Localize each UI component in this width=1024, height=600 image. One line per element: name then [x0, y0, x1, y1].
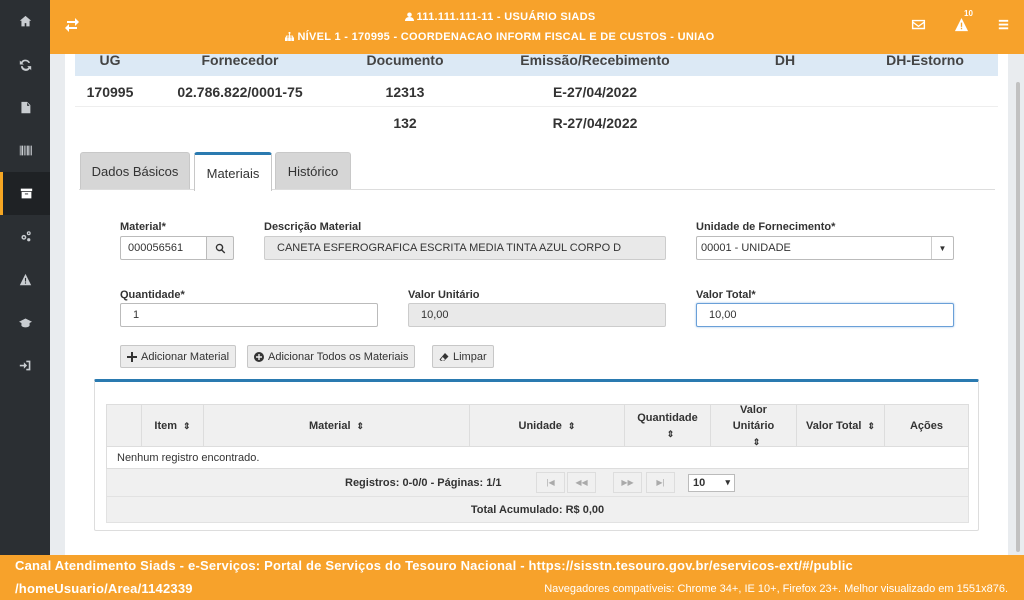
unidade-value: 00001 - UNIDADE: [701, 242, 791, 254]
select-column: [107, 405, 142, 446]
col-documento: Documento: [366, 52, 444, 68]
row-documento: 12313: [385, 84, 425, 100]
sort-icon: ⇕: [666, 428, 675, 439]
alert-count: 10: [964, 9, 973, 18]
user-text: 111.111.111-11 - USUÁRIO SIADS: [416, 11, 596, 23]
barcode-icon[interactable]: [0, 129, 50, 172]
next-page-button[interactable]: ▶▶: [613, 472, 642, 493]
sort-icon: ⇕: [567, 420, 576, 431]
add-material-button[interactable]: [120, 345, 236, 368]
level-info: [50, 31, 950, 43]
document-icon[interactable]: [0, 86, 50, 129]
sitemap-icon: [285, 32, 294, 41]
document-row: [75, 107, 998, 138]
col-quantidade[interactable]: [625, 405, 711, 446]
sidebar: [0, 0, 50, 555]
unidade-label: Unidade de Fornecimento*: [696, 221, 836, 233]
col-dh: DH: [774, 52, 796, 68]
mail-icon[interactable]: [911, 17, 927, 33]
materials-grid-panel: [94, 379, 979, 531]
quantidade-label: Quantidade*: [120, 289, 185, 301]
unidade-select[interactable]: [696, 236, 954, 260]
browser-compat: Navegadores compatíveis: Chrome 34+, IE 10+, Firefox 23+. Melhor visualizado em 1551x876.: [544, 583, 1008, 595]
tab-historico[interactable]: Histórico: [275, 152, 351, 189]
col-dh-estorno: DH-Estorno: [886, 52, 964, 68]
col-emissao: Emissão/Recebimento: [520, 52, 670, 68]
materials-table: [106, 404, 969, 523]
valor-unitario-field: 10,00: [408, 303, 666, 327]
page-size-value: 10: [693, 477, 706, 489]
valor-total-input[interactable]: 10,00: [696, 303, 954, 327]
gears-icon[interactable]: [0, 215, 50, 258]
material-label: Material*: [120, 221, 166, 233]
col-unidade[interactable]: [470, 405, 625, 446]
paginator: [106, 469, 969, 497]
add-material-label: Adicionar Material: [141, 350, 230, 363]
chevron-down-icon: ▾: [725, 477, 730, 487]
tab-dados-basicos[interactable]: Dados Básicos: [80, 152, 190, 189]
col-valor-unitario-label: Valor Unitário: [732, 403, 775, 432]
tab-materiais[interactable]: Materiais: [194, 152, 272, 191]
valor-total-label: Valor Total*: [696, 289, 756, 301]
footer-line2: /homeUsuario/Area/1142339: [15, 581, 193, 596]
eraser-icon: [439, 352, 449, 362]
clear-button[interactable]: [432, 345, 494, 368]
tab-bar: [79, 152, 995, 190]
col-unidade-label: Unidade: [518, 419, 562, 432]
table-header: [106, 404, 969, 447]
sort-icon: ⇕: [867, 420, 875, 431]
empty-message: Nenhum registro encontrado.: [106, 447, 969, 469]
row-emissao: E-27/04/2022: [552, 84, 638, 100]
col-item-label: Item: [154, 419, 178, 432]
main-content: [65, 54, 1008, 555]
top-header: [50, 0, 1024, 54]
document-row: [75, 76, 998, 107]
warning-icon[interactable]: [0, 258, 50, 301]
graduation-cap-icon[interactable]: [0, 301, 50, 344]
search-material-button[interactable]: [206, 236, 234, 260]
clear-label: Limpar: [453, 350, 487, 363]
scrollbar[interactable]: [1016, 82, 1020, 552]
logout-icon[interactable]: [0, 344, 50, 387]
hamburger-menu-icon[interactable]: [996, 17, 1012, 33]
col-acoes: Ações: [909, 419, 944, 432]
search-icon: [215, 243, 226, 254]
home-icon[interactable]: [0, 0, 50, 43]
row-ug: 170995: [86, 84, 134, 100]
col-valor-total[interactable]: [797, 405, 885, 446]
footer: [0, 555, 1024, 600]
col-material-label: Material: [308, 419, 351, 432]
first-page-button[interactable]: |◀: [536, 472, 565, 493]
footer-line1: Canal Atendimento Siads - e-Serviços: Portal de Serviços do Tesouro Nacional - https://sisstn.tesouro.gov.br/eservicos-ext/#/public: [15, 558, 853, 573]
prev-page-button[interactable]: ◀◀: [567, 472, 596, 493]
chevron-down-icon: ▼: [931, 237, 953, 259]
plus-circle-icon: [254, 352, 264, 362]
col-item[interactable]: [142, 405, 204, 446]
user-info: [50, 11, 950, 23]
last-page-button[interactable]: ▶|: [646, 472, 675, 493]
col-valor-total-label: Valor Total: [806, 419, 862, 432]
col-ug: UG: [99, 52, 121, 68]
documents-header: [75, 54, 998, 76]
plus-icon: [127, 352, 137, 362]
archive-icon[interactable]: [0, 172, 50, 215]
refresh-icon[interactable]: [0, 43, 50, 86]
row-emissao: R-27/04/2022: [552, 115, 638, 131]
col-fornecedor: Fornecedor: [201, 52, 279, 68]
level-text: NÍVEL 1 - 170995 - COORDENACAO INFORM FISCAL E DE CUSTOS - UNIAO: [297, 31, 715, 43]
add-all-materials-button[interactable]: [247, 345, 415, 368]
sort-icon: ⇕: [356, 420, 365, 431]
row-fornecedor: 02.786.822/0001-75: [177, 84, 303, 100]
valor-unitario-label: Valor Unitário: [408, 289, 480, 301]
page-size-select[interactable]: [688, 474, 735, 492]
col-valor-unitario[interactable]: [711, 405, 797, 446]
descricao-field: CANETA ESFEROGRAFICA ESCRITA MEDIA TINTA AZUL CORPO D: [264, 236, 666, 260]
quantidade-input[interactable]: 1: [120, 303, 378, 327]
descricao-label: Descrição Material: [264, 221, 362, 233]
records-info: Registros: 0-0/0 - Páginas: 1/1: [345, 477, 502, 489]
sort-icon: ⇕: [752, 436, 761, 447]
total-accumulated: Total Acumulado: R$ 0,00: [106, 497, 969, 523]
material-input[interactable]: 000056561: [120, 236, 209, 260]
user-icon: [405, 12, 414, 21]
sort-icon: ⇕: [183, 420, 191, 431]
alerts-icon[interactable]: [954, 9, 973, 33]
col-quantidade-label: Quantidade: [637, 411, 698, 424]
col-material[interactable]: [204, 405, 470, 446]
add-all-label: Adicionar Todos os Materiais: [268, 350, 409, 363]
row-documento: 132: [393, 115, 417, 131]
